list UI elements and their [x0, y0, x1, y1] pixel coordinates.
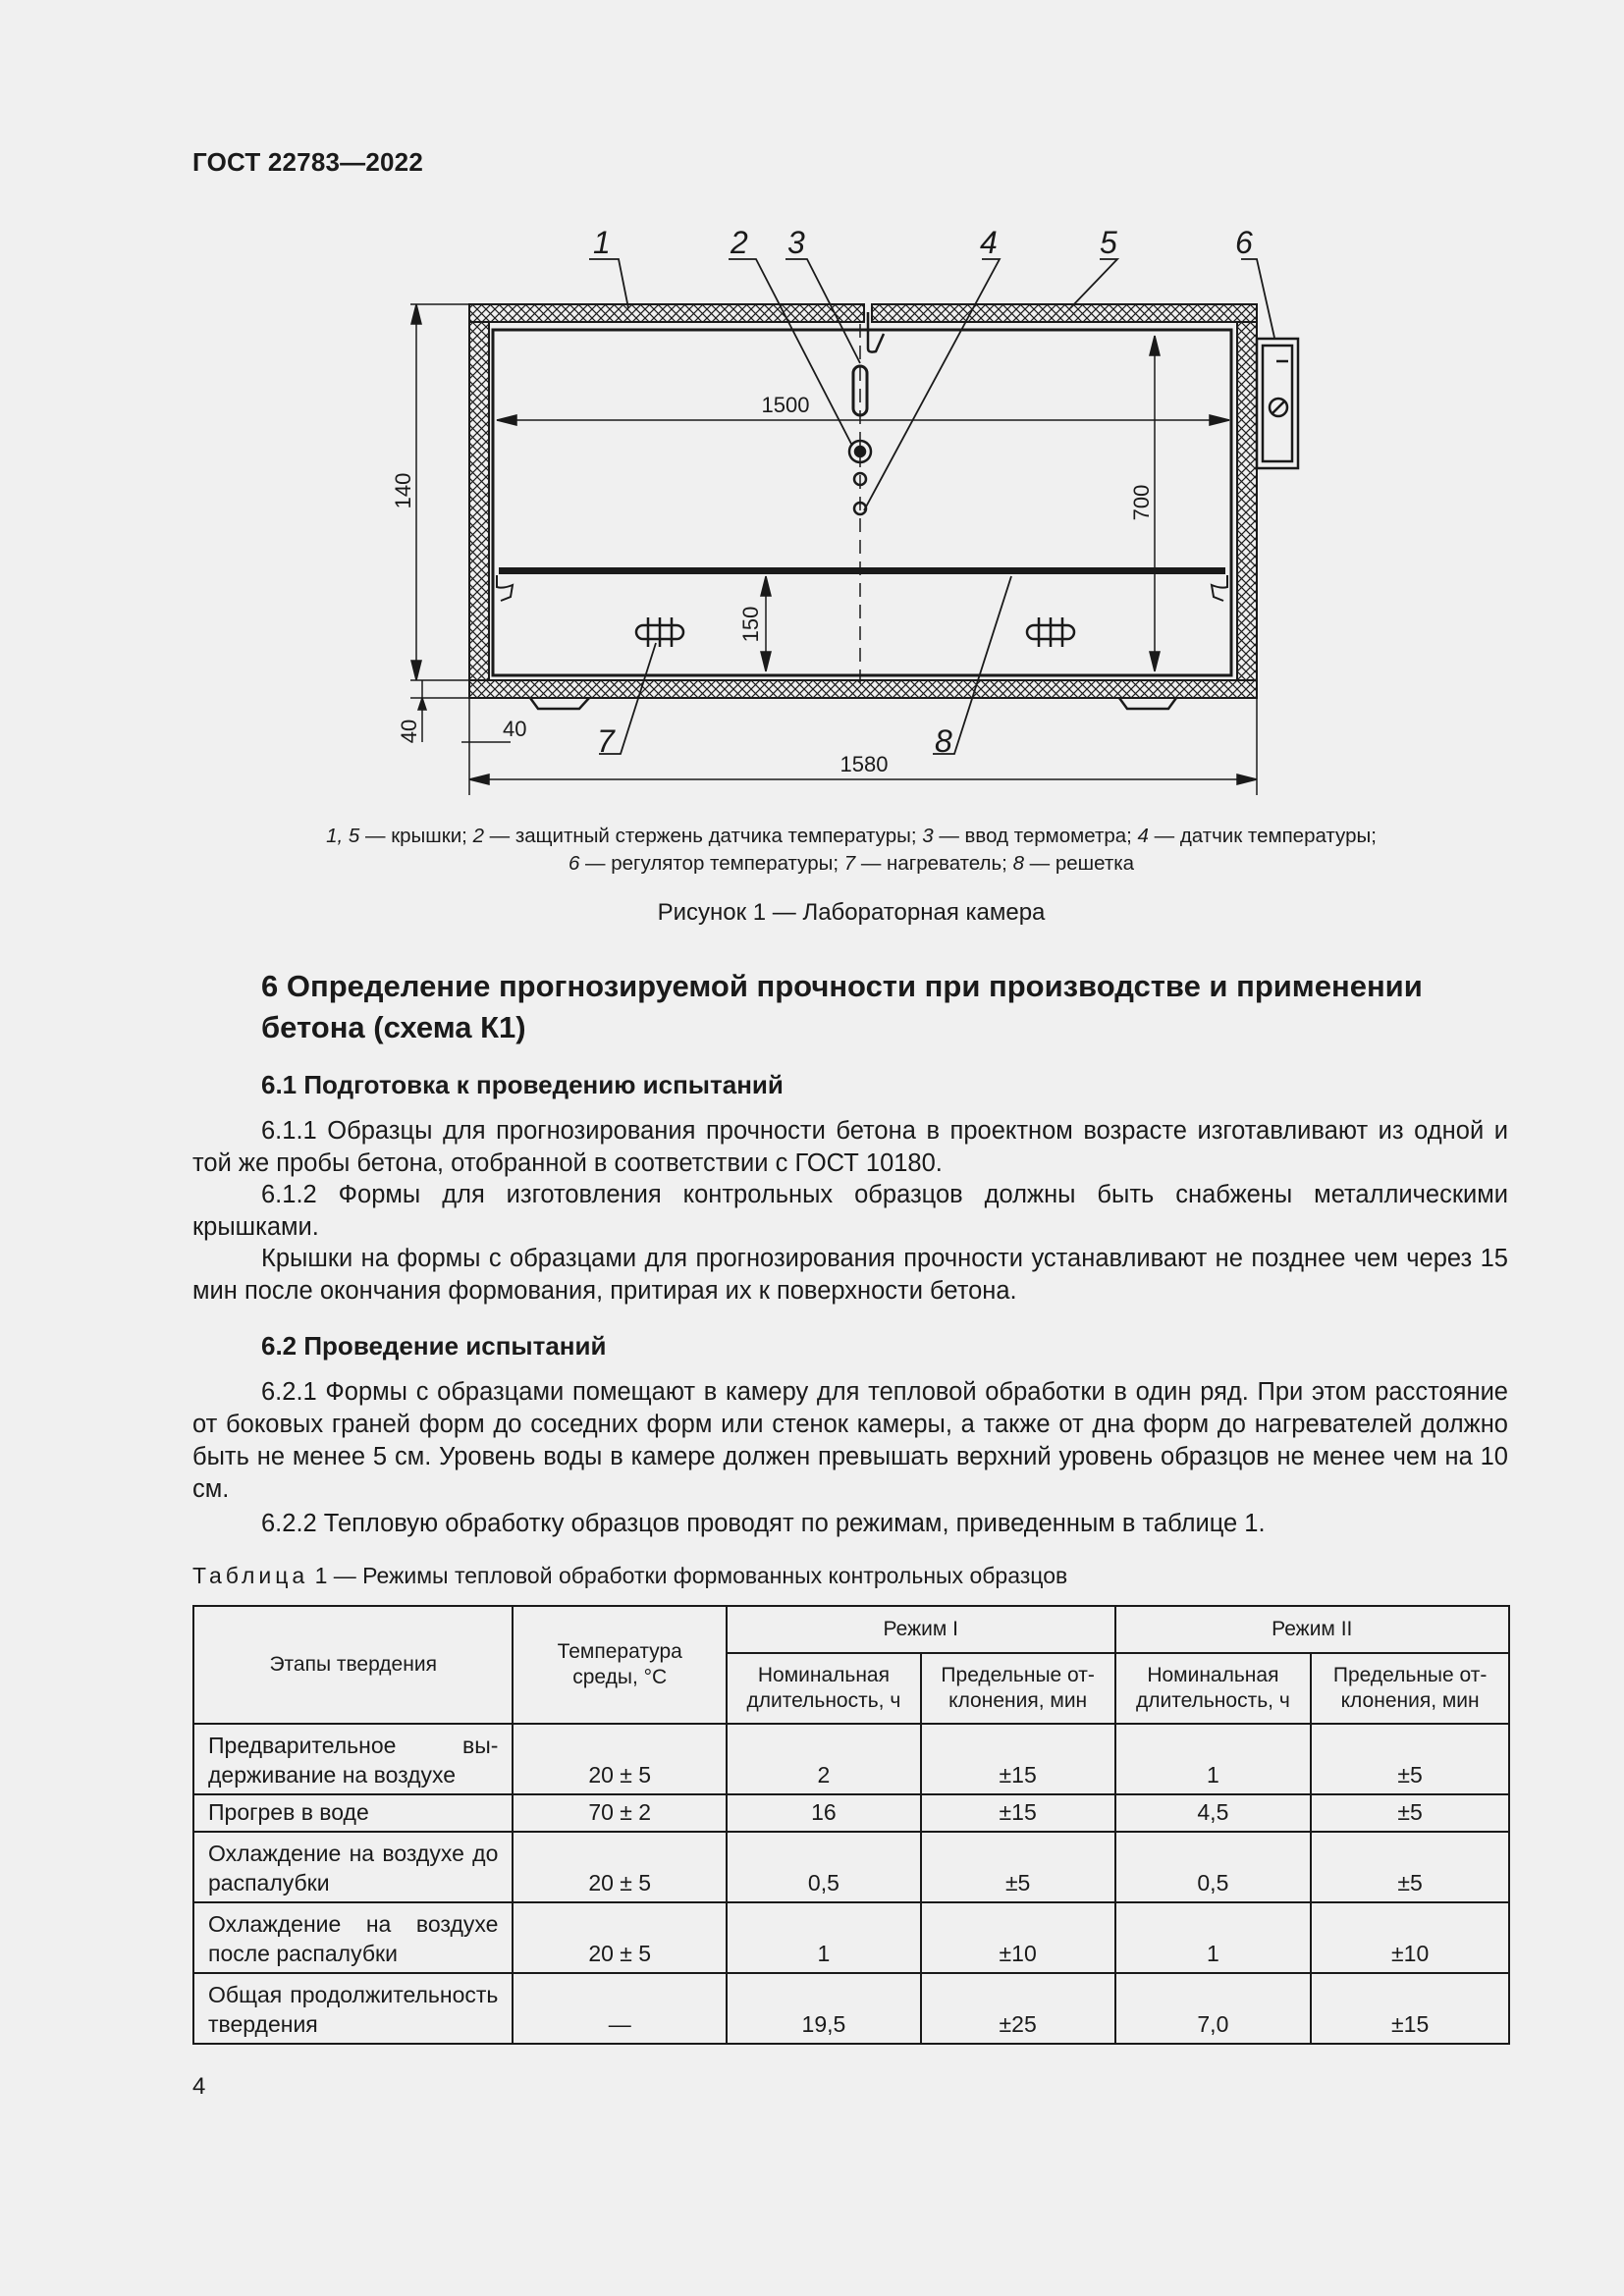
cell-stage: Охлаждение на воздухе после распалубки — [193, 1902, 513, 1973]
header-mode2-nominal: Номинальная длительность, ч — [1115, 1653, 1312, 1724]
heater-right — [1027, 617, 1074, 647]
cell-mode2-nominal: 1 — [1115, 1724, 1312, 1794]
dim-150: 150 — [738, 606, 763, 643]
cell-stage: Предварительное выдерживание на воздухе — [193, 1724, 513, 1794]
cell-stage: Охлаждение на воздухе до распалубки — [193, 1832, 513, 1902]
cell-mode2-nominal: 0,5 — [1115, 1832, 1312, 1902]
figure-legend-line-2: 6 — регулятор температуры; 7 — нагреватель; 8 — решетка — [568, 852, 1135, 875]
header-mode-2: Режим II — [1115, 1606, 1510, 1653]
header-mode1-tolerance: Предельные отклонения, мин — [921, 1653, 1115, 1724]
paragraph-lids: Крышки на формы с образцами для прогнозирования прочности устанавливают не позднее чем через 15 мин после окончания формования, притирая их к поверхности бетона. — [192, 1245, 1508, 1305]
section-heading: 6 Определение прогнозируемой прочности при производстве и применении бетона (схема К1) — [261, 969, 1423, 1044]
cell-stage: Прогрев в воде — [193, 1794, 513, 1832]
cell-mode2-nominal: 7,0 — [1115, 1973, 1312, 2044]
cell-stage: Общая продолжительность твердения — [193, 1973, 513, 2044]
callout-5: 5 — [1100, 225, 1117, 260]
callout-3: 3 — [787, 225, 805, 260]
cell-mode2-nominal: 1 — [1115, 1902, 1312, 1973]
paragraph-6-2-2: 6.2.2 Тепловую обработку образцов проводят по режимам, приведенным в таблице 1. — [261, 1510, 1266, 1537]
dimension-lines — [410, 304, 1257, 795]
cell-temperature: 20 ± 5 — [513, 1902, 727, 1973]
dim-1500: 1500 — [761, 393, 810, 417]
cell-mode1-nominal: 1 — [727, 1902, 921, 1973]
cell-mode1-tolerance: ±5 — [921, 1832, 1115, 1902]
cell-mode1-nominal: 2 — [727, 1724, 921, 1794]
cell-temperature: — — [513, 1973, 727, 2044]
table-row — [193, 1973, 1509, 2044]
subsection-6-1: 6.1 Подготовка к проведению испытаний — [261, 1070, 784, 1099]
cell-temperature: 20 ± 5 — [513, 1724, 727, 1794]
cell-mode2-tolerance: ±10 — [1311, 1902, 1509, 1973]
figure-title: Рисунок 1 — Лабораторная камера — [657, 899, 1046, 926]
grate — [497, 567, 1227, 601]
cell-mode2-tolerance: ±5 — [1311, 1832, 1509, 1902]
header-mode1-nominal: Номинальная длительность, ч — [727, 1653, 921, 1724]
cell-mode1-tolerance: ±15 — [921, 1724, 1115, 1794]
temperature-regulator — [1257, 339, 1298, 468]
cell-mode2-tolerance: ±15 — [1311, 1973, 1509, 2044]
page-number: 4 — [192, 2073, 206, 2100]
dim-40-horizontal: 40 — [503, 717, 527, 741]
table-row — [193, 1724, 1509, 1794]
cell-mode2-tolerance: ±5 — [1311, 1724, 1509, 1794]
dim-40-vertical: 40 — [397, 719, 421, 744]
table-caption: Таблица 1 — Режимы тепловой обработки формованных контрольных образцов — [192, 1563, 1068, 1588]
cell-temperature: 70 ± 2 — [513, 1794, 727, 1832]
heat-treatment-modes-table — [192, 1605, 1510, 2045]
dim-1580: 1580 — [839, 752, 889, 776]
figure-laboratory-chamber — [389, 216, 1331, 810]
header-mode2-tolerance: Предельные отклонения, мин — [1311, 1653, 1509, 1724]
header-temperature: Температура среды, °С — [513, 1606, 727, 1724]
header-mode-1: Режим I — [727, 1606, 1114, 1653]
cell-mode1-tolerance: ±15 — [921, 1794, 1115, 1832]
figure-legend-line-1: 1, 5 — крышки; 2 — защитный стержень датчика температуры; 3 — ввод термометра; 4 — датчик температуры; — [326, 825, 1377, 847]
table-row — [193, 1902, 1509, 1973]
callout-6: 6 — [1235, 225, 1253, 260]
callout-2: 2 — [731, 225, 748, 260]
dim-700: 700 — [1129, 484, 1154, 521]
cell-mode1-nominal: 0,5 — [727, 1832, 921, 1902]
heater-left — [636, 617, 683, 647]
cell-mode2-nominal: 4,5 — [1115, 1794, 1312, 1832]
callout-4: 4 — [980, 225, 998, 260]
callout-1: 1 — [593, 225, 611, 260]
cell-mode1-tolerance: ±25 — [921, 1973, 1115, 2044]
callout-8: 8 — [935, 723, 952, 759]
header-stage: Этапы твердения — [193, 1606, 513, 1724]
table-row — [193, 1794, 1509, 1832]
cell-temperature: 20 ± 5 — [513, 1832, 727, 1902]
paragraph-6-2-1: 6.2.1 Формы с образцами помещают в камеру для тепловой обработки в один ряд. При этом расстояние от боковых граней форм до соседних форм или стенок камеры, а также от дна форм до нагревателей должно быть не менее 5 см. Уровень воды в камере должен превышать верхний уровень образцов не менее чем на 10 см. — [192, 1378, 1508, 1503]
document-id: ГОСТ 22783—2022 — [192, 147, 423, 177]
table-row — [193, 1832, 1509, 1902]
callout-7: 7 — [597, 723, 615, 759]
dim-140: 140 — [391, 472, 415, 509]
subsection-6-2: 6.2 Проведение испытаний — [261, 1331, 607, 1361]
paragraph-6-1-2: 6.1.2 Формы для изготовления контрольных образцов должны быть снабжены металлическими крышками. — [192, 1181, 1508, 1241]
cell-mode1-tolerance: ±10 — [921, 1902, 1115, 1973]
cell-mode1-nominal: 19,5 — [727, 1973, 921, 2044]
cell-mode1-nominal: 16 — [727, 1794, 921, 1832]
paragraph-6-1-1: 6.1.1 Образцы для прогнозирования прочности бетона в проектном возрасте изготавливают из одной и той же пробы бетона, отобранной в соответствии с ГОСТ 10180. — [192, 1117, 1508, 1177]
cell-mode2-tolerance: ±5 — [1311, 1794, 1509, 1832]
